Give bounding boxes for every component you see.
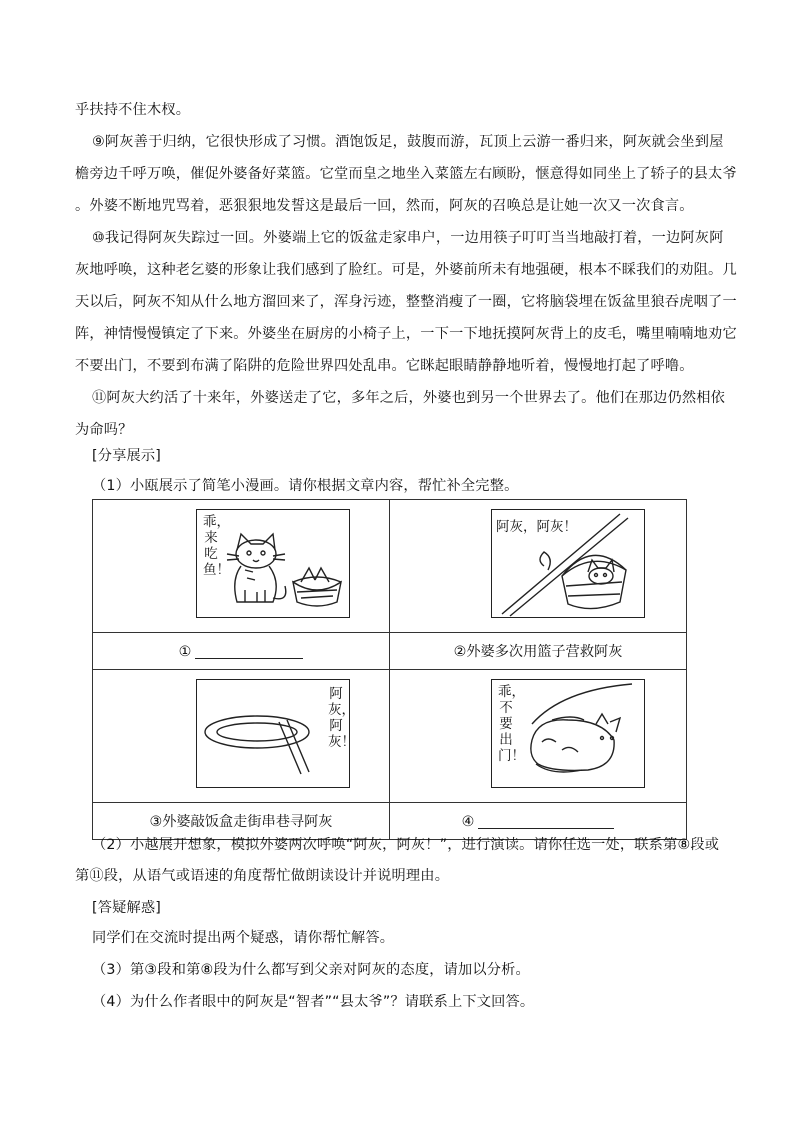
speech-text: 阿灰，阿灰！ bbox=[496, 519, 577, 535]
caption-4-cell bbox=[390, 803, 687, 840]
caption-2: ②外婆多次用篮子营救阿灰 bbox=[453, 644, 623, 660]
comic-panel-4 bbox=[491, 679, 645, 788]
caption-2-cell bbox=[390, 633, 687, 670]
speech-text: 阿灰，阿灰！ bbox=[328, 686, 355, 750]
comic-panel-4-cell bbox=[390, 670, 687, 803]
paragraph-10-line: 阵，神情慢慢镇定了下来。外婆坐在厨房的小椅子上，一下一下地抚摸阿灰背上的皮毛，嘴里喃喃地劝它 bbox=[75, 326, 737, 342]
paragraph-10-line: 灰地呼唤，这种老乞婆的形象让我们感到了脸红。可是，外婆前所未有地强硬，根本不睬我们的劝阻。几 bbox=[75, 262, 737, 278]
bowl-and-chopsticks-icon bbox=[197, 680, 355, 787]
qa-heading: [答疑解惑] bbox=[92, 900, 162, 916]
qa-intro: 同学们在交流时提出两个疑惑，请你帮忙解答。 bbox=[92, 930, 395, 946]
cat-in-basket-on-pole-icon bbox=[492, 510, 644, 617]
comic-panel-2-cell bbox=[390, 500, 687, 633]
answer-blank-4[interactable] bbox=[478, 813, 614, 829]
comic-panel-1 bbox=[196, 509, 350, 618]
hand-petting-cat-icon bbox=[492, 680, 644, 787]
paragraph-9-line: ⑨阿灰善于归纳，它很快形成了习惯。酒饱饭足，鼓腹而游，瓦顶上云游一番归来，阿灰就会坐到屋 bbox=[92, 134, 724, 150]
paragraph-11-line: ⑪阿灰大约活了十来年，外婆送走了它，多年之后，外婆也到另一个世界去了。他们在那边仍然相依 bbox=[92, 390, 726, 406]
answer-blank-1[interactable] bbox=[195, 643, 303, 659]
share-heading: [分享展示] bbox=[92, 448, 162, 464]
paragraph-10-line: 不要出门，不要到布满了陷阱的危险世界四处乱串。它眯起眼睛静静地听着，慢慢地打起了呼噜。 bbox=[75, 358, 694, 374]
passage-line: 乎扶持不住木杈。 bbox=[75, 102, 191, 118]
caption-1-number: ① bbox=[178, 643, 192, 660]
cat-with-fish-basket-icon bbox=[197, 510, 349, 617]
comic-panel-2 bbox=[491, 509, 645, 618]
comic-panel-3-cell bbox=[93, 670, 390, 803]
caption-4-number: ④ bbox=[461, 813, 475, 830]
speech-text: 乖，不要出门！ bbox=[498, 684, 525, 764]
paragraph-9-line: 。外婆不断地咒骂着，恶狠狠地发誓这是最后一回，然而，阿灰的召唤总是让她一次又一次食言。 bbox=[75, 198, 694, 214]
question-3: （3）第③段和第⑧段为什么都写到父亲对阿灰的态度，请加以分析。 bbox=[92, 962, 530, 978]
paragraph-10-line: 天以后，阿灰不知从什么地方溜回来了，浑身污迹，整整消瘦了一圈，它将脑袋埋在饭盆里狼吞虎咽了一 bbox=[75, 294, 737, 310]
comic-panel-3 bbox=[196, 679, 355, 788]
speech-text: 乖，来吃鱼！ bbox=[203, 514, 230, 578]
question-2-line: 第⑪段，从语气或语速的角度帮忙做朗读设计并说明理由。 bbox=[75, 868, 450, 884]
comic-table bbox=[92, 499, 687, 840]
question-1: （1）小瓯展示了简笔小漫画。请你根据文章内容，帮忙补全完整。 bbox=[92, 478, 519, 494]
caption-3-cell bbox=[93, 803, 390, 840]
paragraph-11-line: 为命吗？ bbox=[75, 422, 133, 438]
paragraph-9-line: 檐旁边千呼万唤，催促外婆备好菜篮。它堂而皇之地坐入菜篮左右顾盼，惬意得如同坐上了轿子的县太爷 bbox=[75, 166, 737, 182]
paragraph-10-line: ⑩我记得阿灰失踪过一回。外婆端上它的饭盆走家串户，一边用筷子叮叮当当地敲打着，一边阿灰阿 bbox=[92, 230, 724, 246]
comic-panel-1-cell bbox=[93, 500, 390, 633]
caption-1-cell bbox=[93, 633, 390, 670]
question-2-line: （2）小越展开想象，模拟外婆两次呼唤“阿灰，阿灰！”，进行演读。请你任选一处，联系第⑧段或 bbox=[92, 837, 720, 853]
caption-3: ③外婆敲饭盒走街串巷寻阿灰 bbox=[149, 814, 333, 830]
question-4: （4）为什么作者眼中的阿灰是“智者”“县太爷”？请联系上下文回答。 bbox=[92, 994, 535, 1010]
